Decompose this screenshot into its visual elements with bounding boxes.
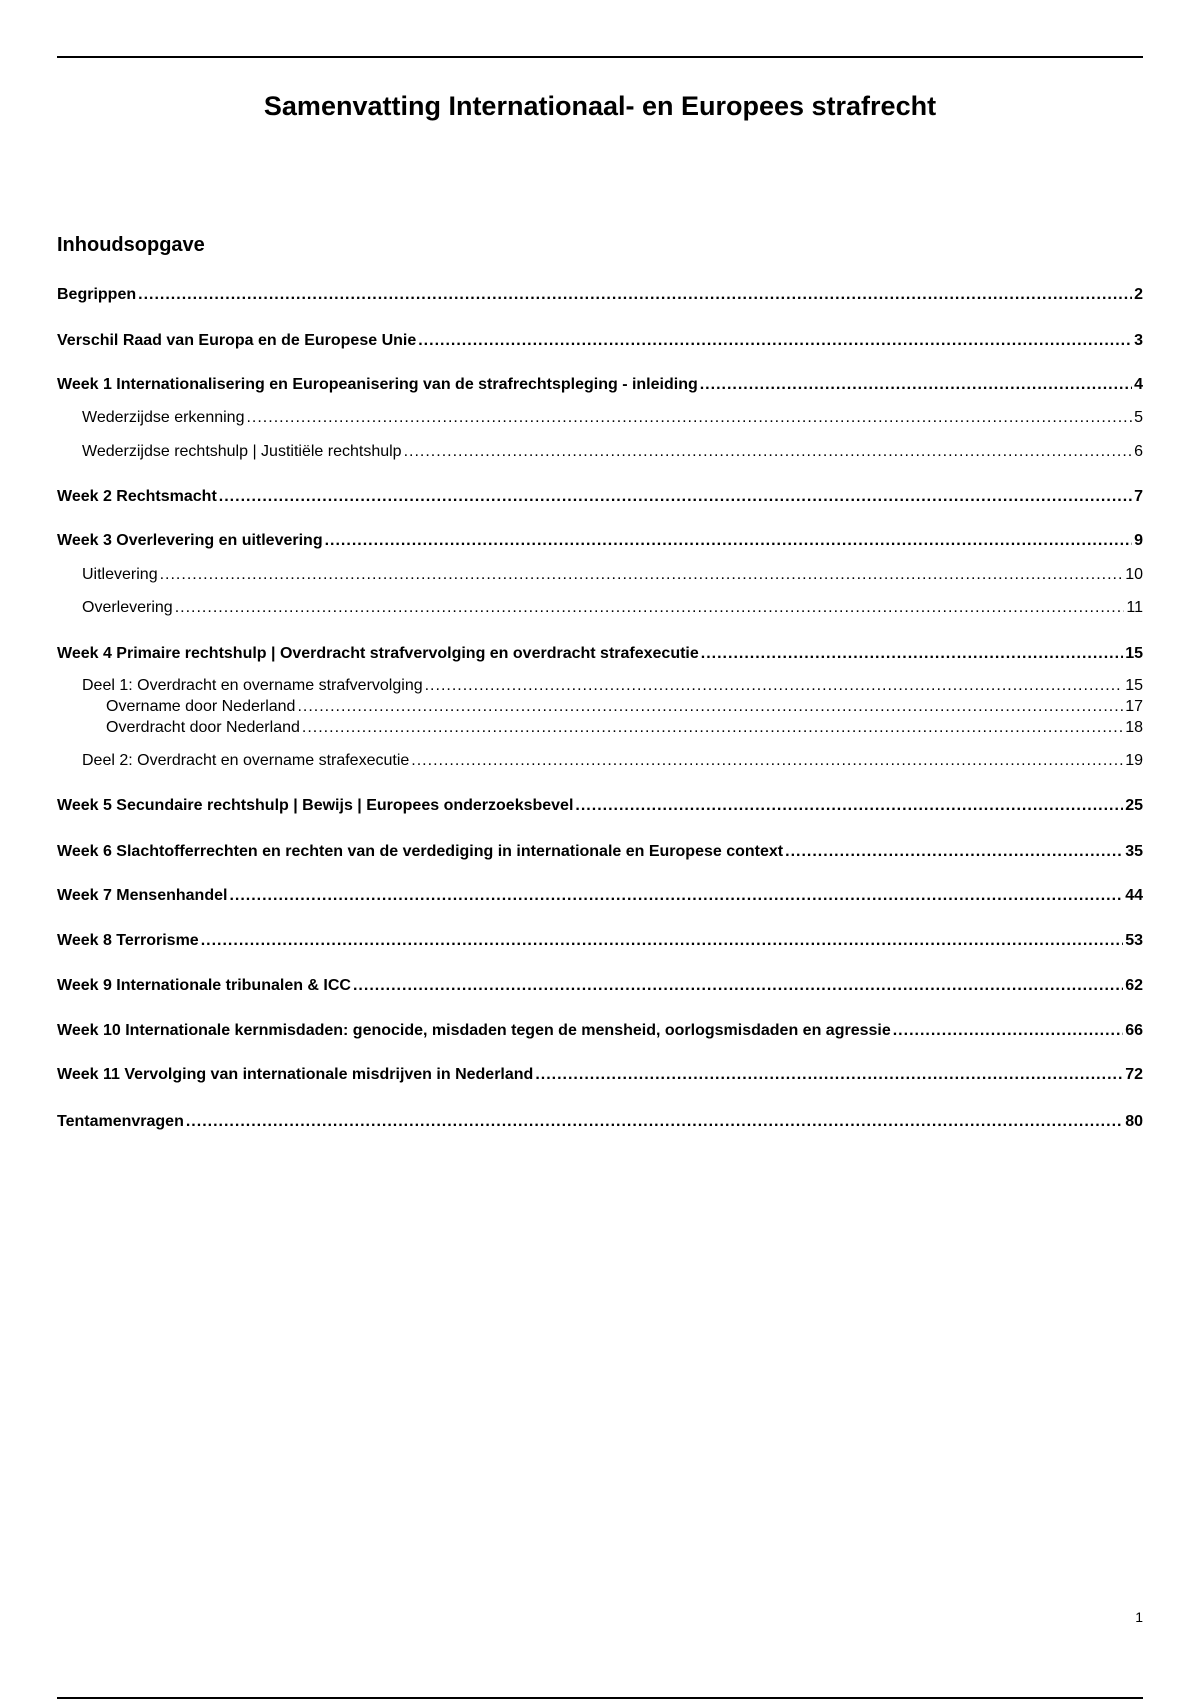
toc-dot-leader [418,331,1132,351]
toc-entry-label: Overdracht door Nederland [106,719,300,736]
toc-entry-week-4[interactable] [57,644,1143,664]
toc-entry-page: 11 [1126,599,1143,616]
toc-entry-uitlevering[interactable] [82,565,1143,585]
toc-entry-week-10[interactable] [57,1021,1143,1041]
document-title: Samenvatting Internationaal- en Europees strafrecht [263,91,937,121]
toc-dot-leader [186,1112,1123,1132]
toc-entry-label: Week 10 Internationale kernmisdaden: genocide, misdaden tegen de mensheid, oorlogsmisdaden en agressie [57,1022,891,1039]
toc-entry-page: 18 [1125,719,1143,736]
toc-dot-leader [175,598,1125,618]
toc-entry-page: 25 [1125,797,1143,814]
toc-entry-label: Week 7 Mensenhandel [57,887,228,904]
toc-entry-label: Deel 1: Overdracht en overname strafvervolging [82,677,423,694]
toc-dot-leader [411,751,1123,771]
toc-entry-wederzijdse-erkenning[interactable] [82,408,1143,428]
toc-entry-label: Overname door Nederland [106,698,296,715]
toc-entry-page: 66 [1125,1022,1143,1039]
toc-dot-leader [701,644,1123,664]
toc-entry-week-2[interactable] [57,487,1143,507]
toc-entry-week-9[interactable] [57,976,1143,996]
toc-entry-page: 5 [1134,409,1143,426]
toc-entry-page: 15 [1125,645,1143,662]
toc-entry-label: Begrippen [57,286,137,303]
toc-entry-page: 4 [1134,376,1143,393]
toc-entry-label: Week 8 Terrorisme [57,932,199,949]
toc-entry-label: Uitlevering [82,566,158,583]
toc-dot-leader [219,487,1132,507]
toc-dot-leader [302,718,1123,738]
toc-entry-label: Week 4 Primaire rechtshulp | Overdracht strafvervolging en overdracht strafexecutie [57,645,699,662]
toc-entry-week-3[interactable] [57,531,1143,551]
toc-dot-leader [229,886,1123,906]
toc-entry-page: 6 [1134,443,1143,460]
toc-dot-leader [138,285,1132,305]
toc-entry-tentamenvragen[interactable] [57,1112,1143,1132]
toc-entry-overname-door-nederland[interactable] [106,697,1143,717]
toc-entry-page: 80 [1125,1113,1143,1130]
toc-dot-leader [201,931,1124,951]
toc-entry-page: 3 [1134,332,1143,349]
toc-dot-leader [425,676,1124,696]
toc-dot-leader [404,442,1133,462]
toc-entry-label: Week 1 Internationalisering en Europeanisering van de strafrechtspleging - inleiding [57,376,698,393]
toc-entry-week-8[interactable] [57,931,1143,951]
toc-entry-label: Week 5 Secundaire rechtshulp | Bewijs | Europees onderzoeksbevel [57,797,574,814]
toc-entry-page: 19 [1125,752,1143,769]
toc-entry-begrippen[interactable] [57,285,1143,305]
toc-dot-leader [160,565,1124,585]
toc-entry-page: 62 [1125,977,1143,994]
toc-entry-overdracht-door-nederland[interactable] [106,718,1143,738]
page-number: 1 [1135,1609,1143,1625]
toc-entry-page: 10 [1125,566,1143,583]
toc-entry-label: Overlevering [82,599,173,616]
toc-entry-page: 15 [1125,677,1143,694]
toc-entry-label: Week 9 Internationale tribunalen & ICC [57,977,351,994]
toc-dot-leader [297,697,1123,717]
toc-entry-week-6[interactable] [57,842,1143,862]
toc-entry-deel-1[interactable] [82,676,1143,696]
toc-entry-wederzijdse-rechtshulp[interactable] [82,442,1143,462]
toc-entry-label: Week 6 Slachtofferrechten en rechten van de verdediging in internationale en Europese context [57,843,784,860]
toc-entry-label: Wederzijdse erkenning [82,409,245,426]
toc-entry-week-7[interactable] [57,886,1143,906]
toc-dot-leader [785,842,1123,862]
toc-dot-leader [535,1065,1123,1085]
toc-entry-week-5[interactable] [57,796,1143,816]
toc-entry-page: 17 [1125,698,1143,715]
toc-entry-page: 53 [1125,932,1143,949]
toc-entry-label: Week 2 Rechtsmacht [57,488,217,505]
toc-entry-label: Wederzijdse rechtshulp | Justitiële rechtshulp [82,443,402,460]
toc-dot-leader [325,531,1133,551]
toc-entry-page: 35 [1125,843,1143,860]
toc-entry-page: 44 [1125,887,1143,904]
toc-dot-leader [575,796,1123,816]
toc-entry-verschil-raad-eu[interactable] [57,331,1143,351]
toc-entry-label: Week 11 Vervolging van internationale misdrijven in Nederland [57,1066,534,1083]
toc-entry-page: 9 [1134,532,1143,549]
toc-entry-deel-2[interactable] [82,751,1143,771]
toc-entry-page: 7 [1134,488,1143,505]
toc-entry-page: 2 [1134,286,1143,303]
toc-dot-leader [700,375,1132,395]
toc-entry-label: Deel 2: Overdracht en overname strafexecutie [82,752,410,769]
toc-entry-label: Verschil Raad van Europa en de Europese Unie [57,332,417,349]
bottom-rule [57,1697,1143,1699]
toc-entry-label: Tentamenvragen [57,1113,184,1130]
toc-entry-week-1[interactable] [57,375,1143,395]
toc-entry-overlevering[interactable] [82,598,1143,618]
top-rule [57,56,1143,58]
toc-dot-leader [893,1021,1123,1041]
toc-entry-label: Week 3 Overlevering en uitlevering [57,532,323,549]
toc-heading: Inhoudsopgave [57,234,205,256]
toc-entry-week-11[interactable] [57,1065,1143,1085]
toc-dot-leader [246,408,1132,428]
toc-entry-page: 72 [1125,1066,1143,1083]
toc-dot-leader [353,976,1123,996]
